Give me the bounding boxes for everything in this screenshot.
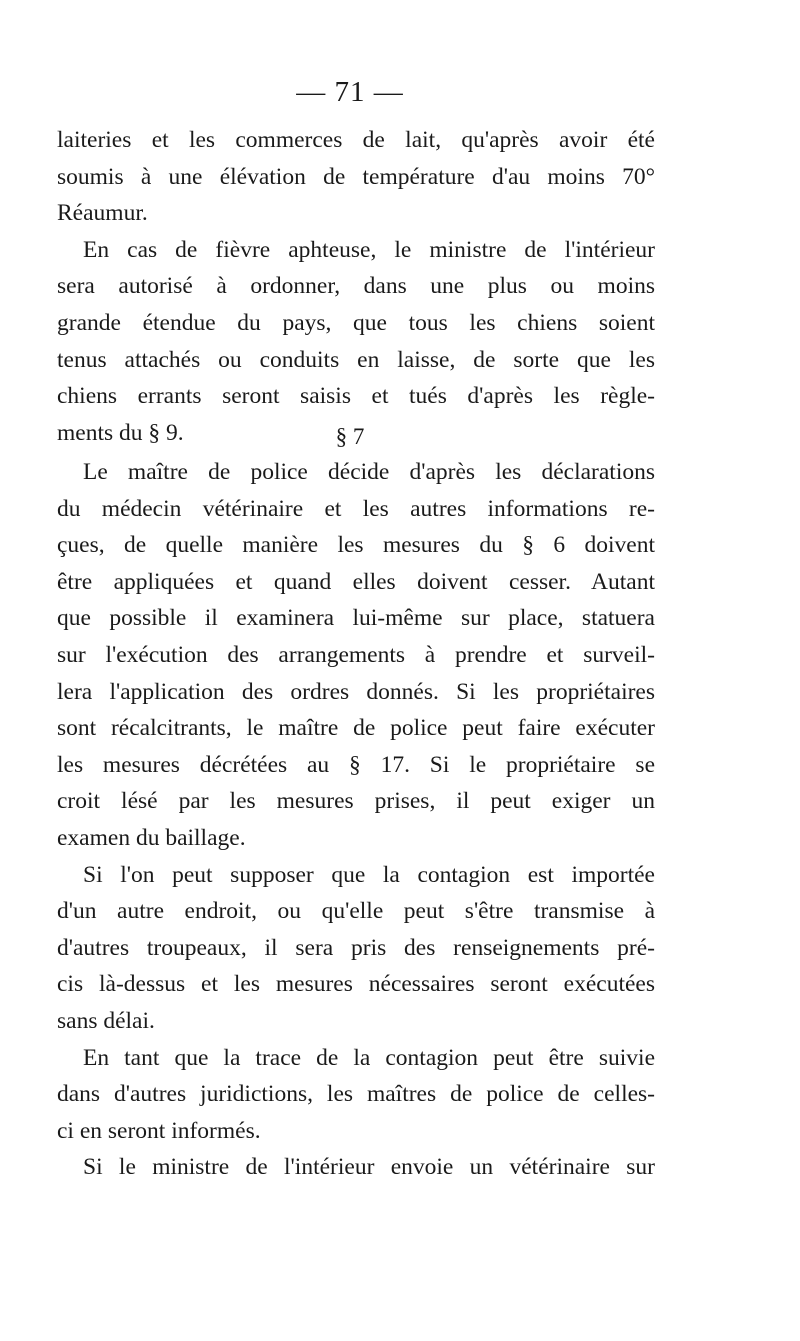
- text-line: Réaumur.: [57, 200, 148, 227]
- text-block-top: [57, 122, 655, 451]
- section-heading: § 7: [335, 424, 365, 449]
- text-block-section-7: [57, 454, 655, 1186]
- text-line: Si l'on peut supposer que la contagion est importée: [83, 861, 655, 888]
- text-line: cis là-dessus et les mesures nécessaires seront exécutées: [57, 971, 655, 998]
- text-line: tenus attachés ou conduits en laisse, de sorte que les: [57, 346, 655, 373]
- page-number: — 71 —: [296, 76, 404, 108]
- text-line: d'un autre endroit, ou qu'elle peut s'être transmise à: [57, 898, 655, 925]
- text-line: lera l'application des ordres donnés. Si les propriétaires: [57, 678, 655, 705]
- text-line: laiteries et les commerces de lait, qu'après avoir été: [57, 127, 655, 153]
- text-line: ci en seront informés.: [57, 1117, 261, 1144]
- text-line: examen du baillage.: [57, 824, 246, 851]
- text-line: du médecin vétérinaire et les autres informations re-: [57, 495, 655, 522]
- text-line: Si le ministre de l'intérieur envoie un vétérinaire sur: [83, 1154, 655, 1181]
- text-line: grande étendue du pays, que tous les chiens soient: [57, 309, 655, 336]
- text-line: ments du § 9.: [57, 419, 184, 446]
- text-line: chiens errants seront saisis et tués d'après les règle-: [57, 383, 655, 410]
- text-line: que possible il examinera lui-même sur place, statuera: [57, 605, 655, 632]
- text-line: Le maître de police décide d'après les déclarations: [83, 459, 655, 485]
- text-line: sans délai.: [57, 1007, 155, 1034]
- text-line: d'autres troupeaux, il sera pris des renseignements pré-: [57, 934, 655, 961]
- text-line: dans d'autres juridictions, les maîtres de police de celles-: [57, 1081, 655, 1108]
- text-line: croit lésé par les mesures prises, il peut exiger un: [57, 788, 655, 815]
- text-line: sera autorisé à ordonner, dans une plus ou moins: [57, 273, 655, 300]
- text-line: les mesures décrétées au § 17. Si le propriétaire se: [57, 751, 655, 778]
- text-line: soumis à une élévation de température d'au moins 70°: [57, 163, 655, 190]
- text-line: être appliquées et quand elles doivent cesser. Autant: [57, 568, 655, 595]
- text-line: sont récalcitrants, le maître de police peut faire exécuter: [57, 715, 655, 742]
- text-line: sur l'exécution des arrangements à prendre et surveil-: [57, 641, 655, 668]
- text-line: En cas de fièvre aphteuse, le ministre de l'intérieur: [83, 236, 655, 263]
- text-line: En tant que la trace de la contagion peut être suivie: [83, 1044, 655, 1071]
- text-line: çues, de quelle manière les mesures du § 6 doivent: [57, 532, 655, 559]
